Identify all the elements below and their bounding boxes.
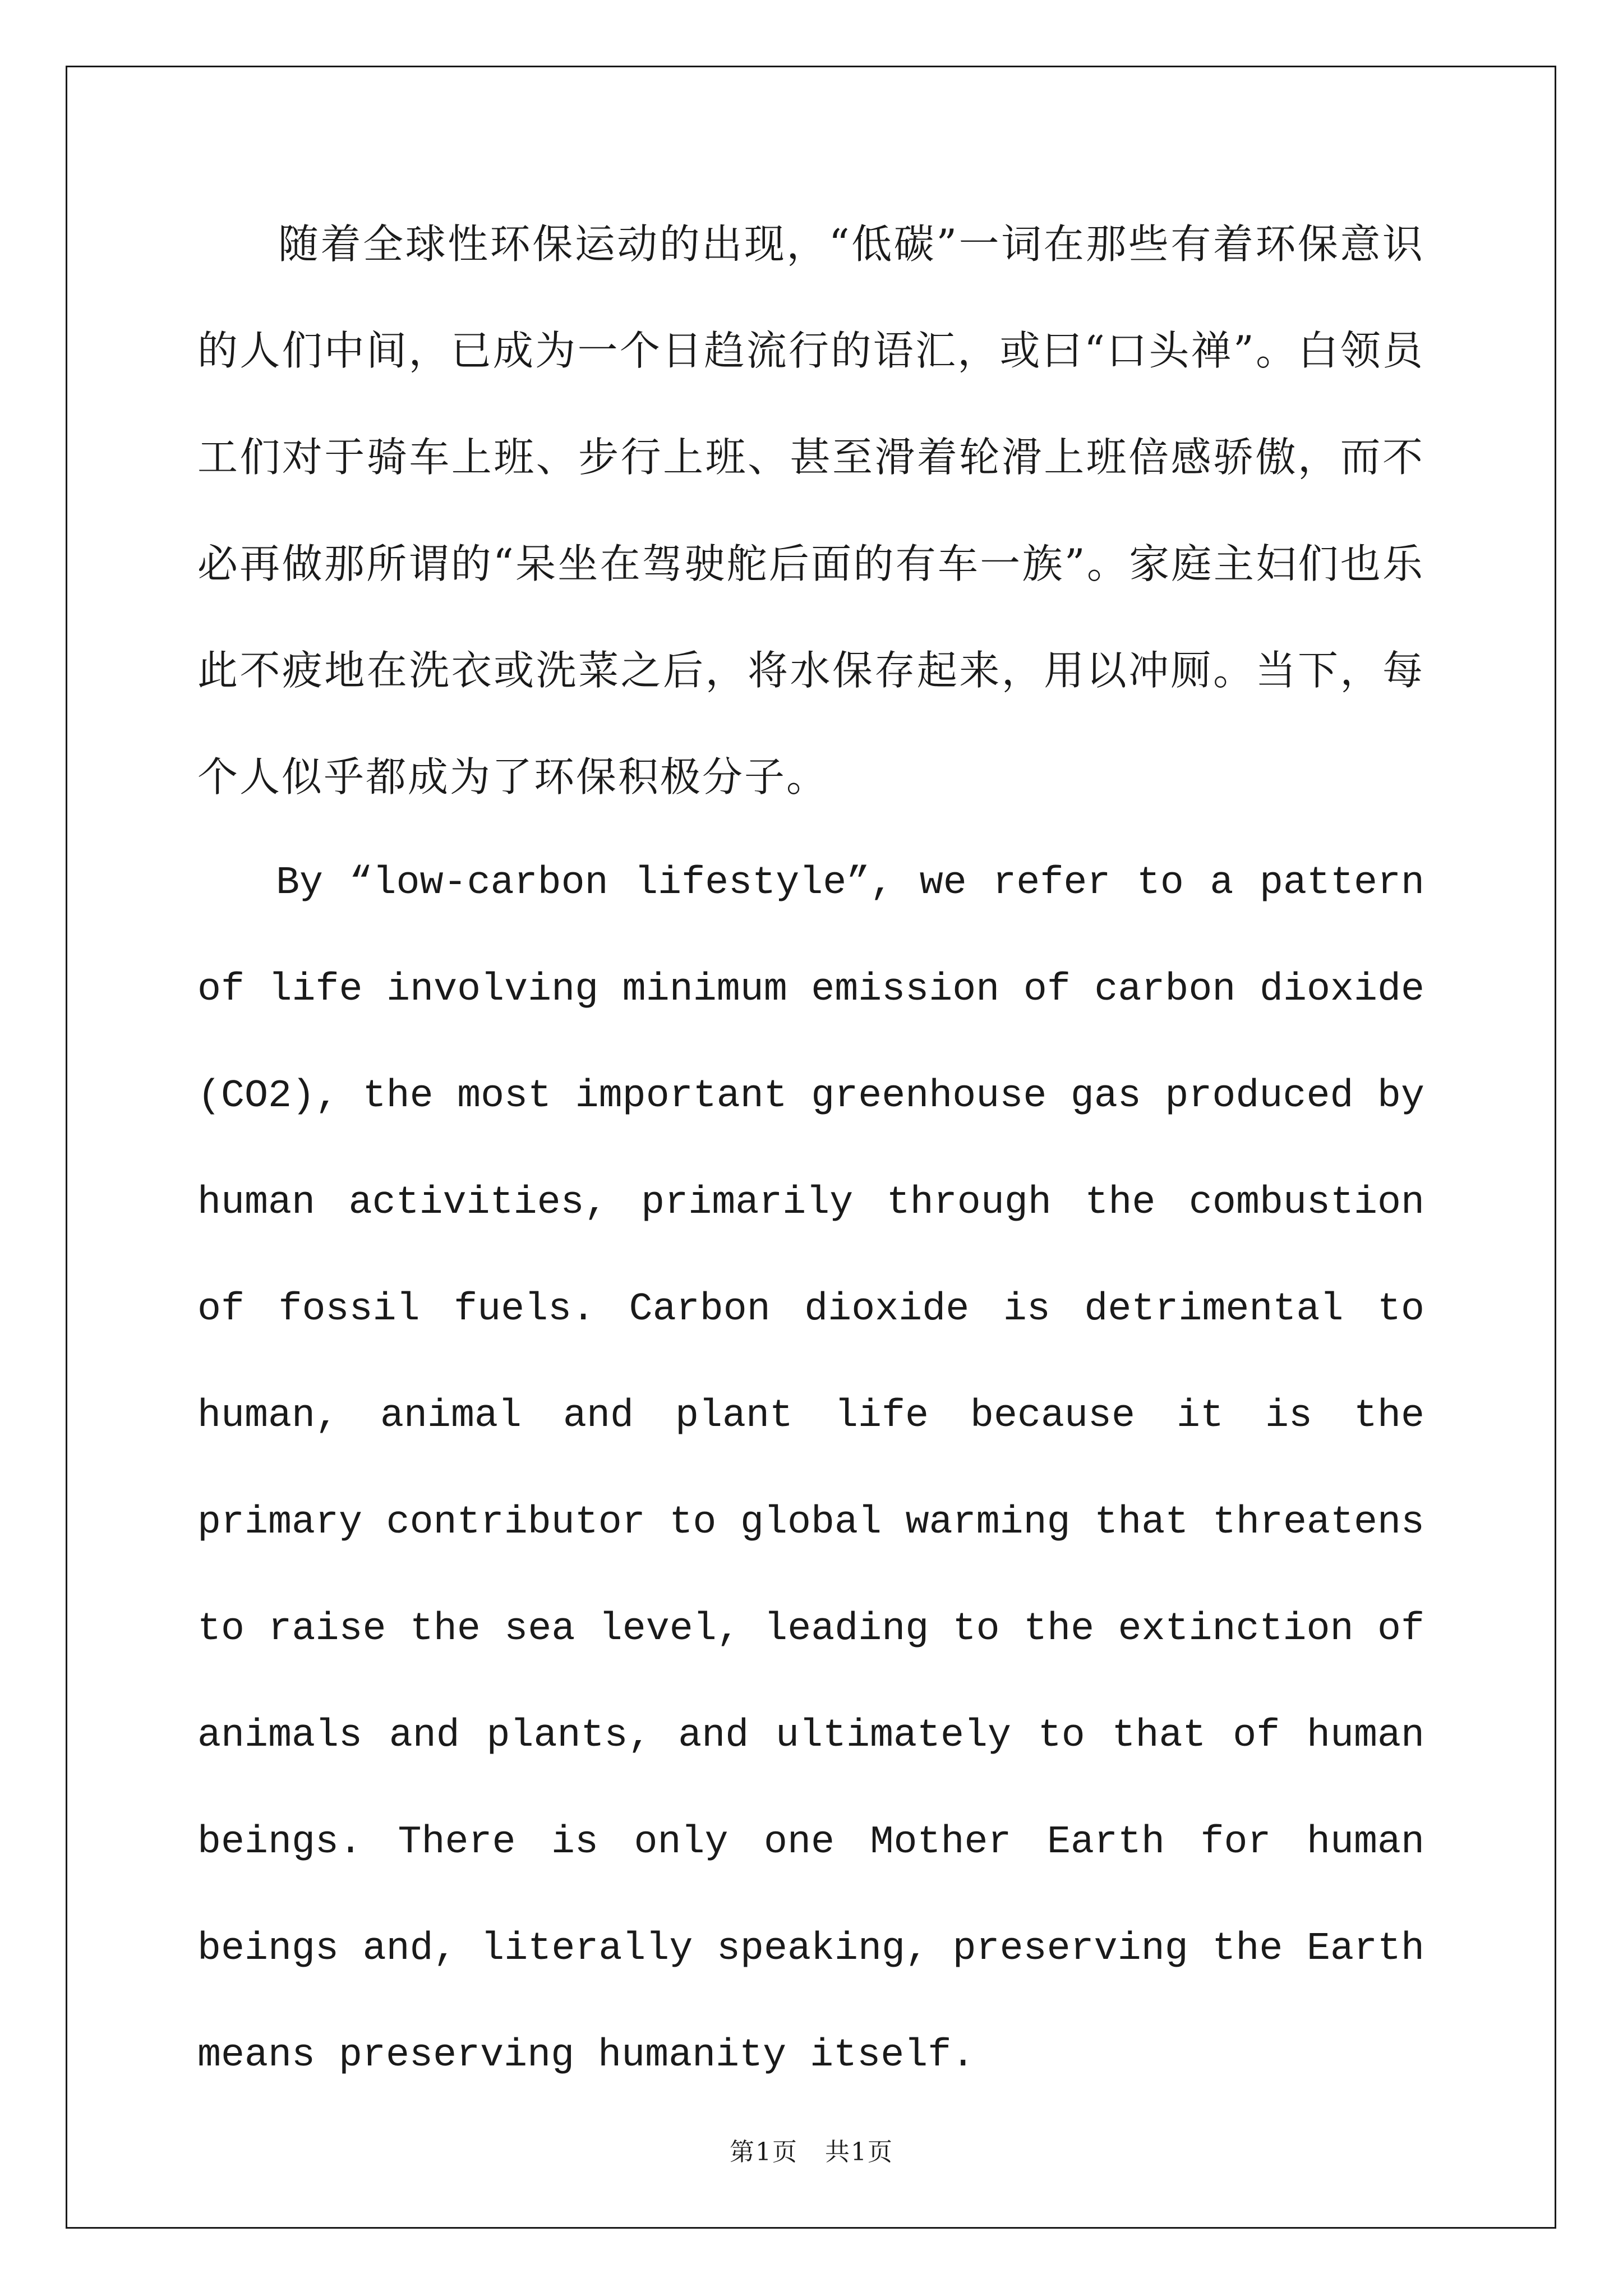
page-total: 共1页 <box>824 2138 893 2166</box>
document-body <box>197 208 1424 2109</box>
paragraph-english: By “low-carbon lifestyle”, we refer to a pattern of life involving minimum emission of carbon dioxide (CO2), the most important greenhouse gas produced by human activities, primarily through the combustion of fossil fuels. Carbon dioxide is detrimental to human, animal and plant life because it is the primary contributor to global warming that threatens to raise the sea level, leading to the extinction of animals and plants, and ultimately to that of human beings. There is only one Mother Earth for human beings and, literally speaking, preserving the Earth means preserving humanity itself. <box>197 861 1424 2078</box>
page-footer <box>0 2132 1623 2168</box>
page-number: 第1页 <box>730 2138 799 2166</box>
paragraph-chinese: 随着全球性环保运动的出现，“低碳”一词在那些有着环保意识的人们中间，已成为一个日趋流行的语汇，或曰“口头禅”。白领员工们对于骑车上班、步行上班、甚至滑着轮滑上班倍感骄傲，而不必再做那所谓的“呆坐在驾驶舵后面的有车一族”。家庭主妇们也乐此不疲地在洗衣或洗菜之后，将水保存起来，用以冲厕。当下，每个人似乎都成为了环保积极分子。 <box>197 220 1424 800</box>
